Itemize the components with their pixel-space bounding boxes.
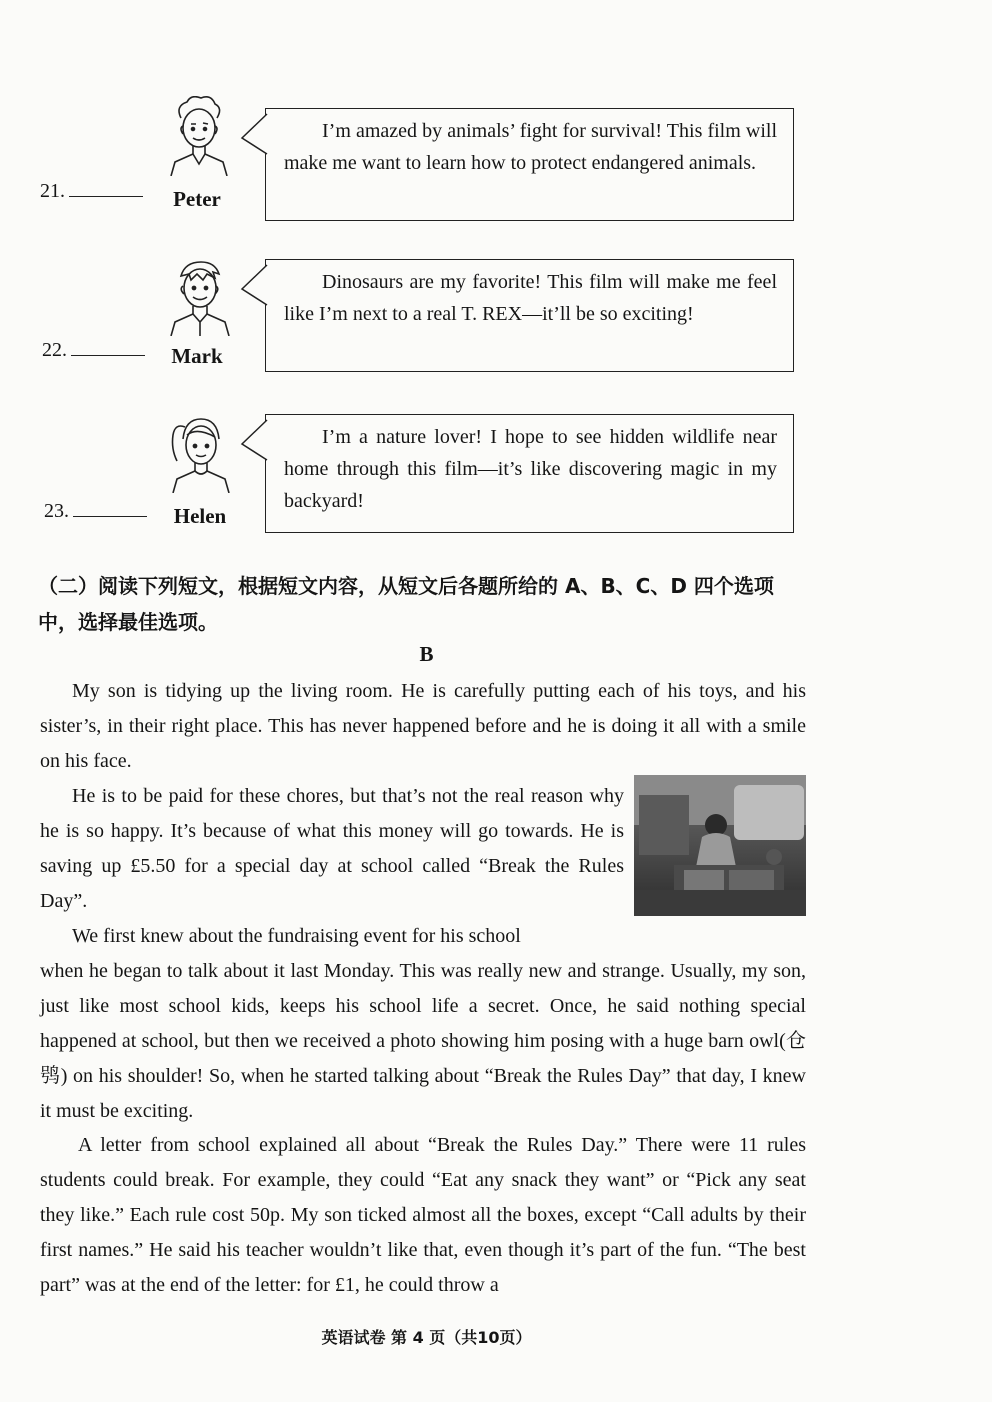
passage-paragraph-1: My son is tidying up the living room. He is carefully putting each of his toys, and his sister’s, in their right place. This has never happened before and he is doing it all with a smile on his face.	[40, 680, 806, 772]
speaker-name-helen: Helen	[173, 504, 227, 528]
passage-letter: B	[419, 642, 434, 666]
page-footer: 英语试卷 第 4 页（共10页）	[321, 1328, 532, 1347]
passage-paragraph-4: A letter from school explained all about “Break the Rules Day.” There were 11 rules students could break. For example, they could “Eat any snack they want” or “Pick any seat they like.” Each rule cost 50p. My son ticked almost all the boxes, except “Call adults by their first names.” He said his teacher wouldn’t like that, even though it’s part of the fun. “The best part” was at the end of the letter: for £1, he could throw a	[40, 1134, 806, 1296]
question-number-22: 22.	[42, 339, 145, 362]
speech-bubble-22: Dinosaurs are my favorite! This film will make me feel like I’m next to a real T. REX—it’ll be so exciting!	[265, 259, 794, 372]
mark-avatar-icon	[163, 256, 233, 336]
speech-bubble-21: I’m amazed by animals’ fight for survival! This film will make me want to learn how to protect endangered animals.	[265, 108, 794, 221]
speech-bubble-tail	[240, 112, 270, 162]
answer-blank-22[interactable]	[71, 353, 145, 356]
speech-bubble-tail	[240, 418, 270, 468]
speaker-name-peter: Peter	[173, 187, 221, 211]
answer-blank-21[interactable]	[69, 194, 143, 197]
speaker-name-mark: Mark	[171, 344, 223, 368]
boy-tidying-toys-photo	[634, 775, 806, 916]
question-number-21: 21.	[40, 180, 143, 203]
speech-bubble-23: I’m a nature lover! I hope to see hidden wildlife near home through this film—it’s like discovering magic in my backyard!	[265, 414, 794, 533]
section-instruction: （二）阅读下列短文，根据短文内容，从短文后各题所给的 A、B、C、D 四个选项中，选择最佳选项。	[38, 574, 774, 634]
passage-paragraph-2: He is to be paid for these chores, but that’s not the real reason why he is so happy. It’s because of what this money will go towards. He is saving up £5.50 for a special day at school called “Break the Rules Day”.	[40, 785, 624, 912]
question-number-23: 23.	[44, 500, 147, 523]
passage-paragraph-3: when he began to talk about it last Monday. This was really new and strange. Usually, my son, just like most school kids, keeps his school life a secret. Once, he said nothing special happened at school, but then we received a photo showing him posing with a huge barn owl(仓鸮) on his shoulder! So, when he started talking about “Break the Rules Day” that day, I knew it must be exciting.	[40, 960, 806, 1122]
speech-bubble-tail	[240, 263, 270, 313]
answer-blank-23[interactable]	[73, 514, 147, 517]
helen-avatar-icon	[163, 413, 233, 493]
peter-avatar-icon	[163, 96, 233, 176]
passage-paragraph-3-start: We first knew about the fundraising event for his school	[72, 925, 521, 947]
